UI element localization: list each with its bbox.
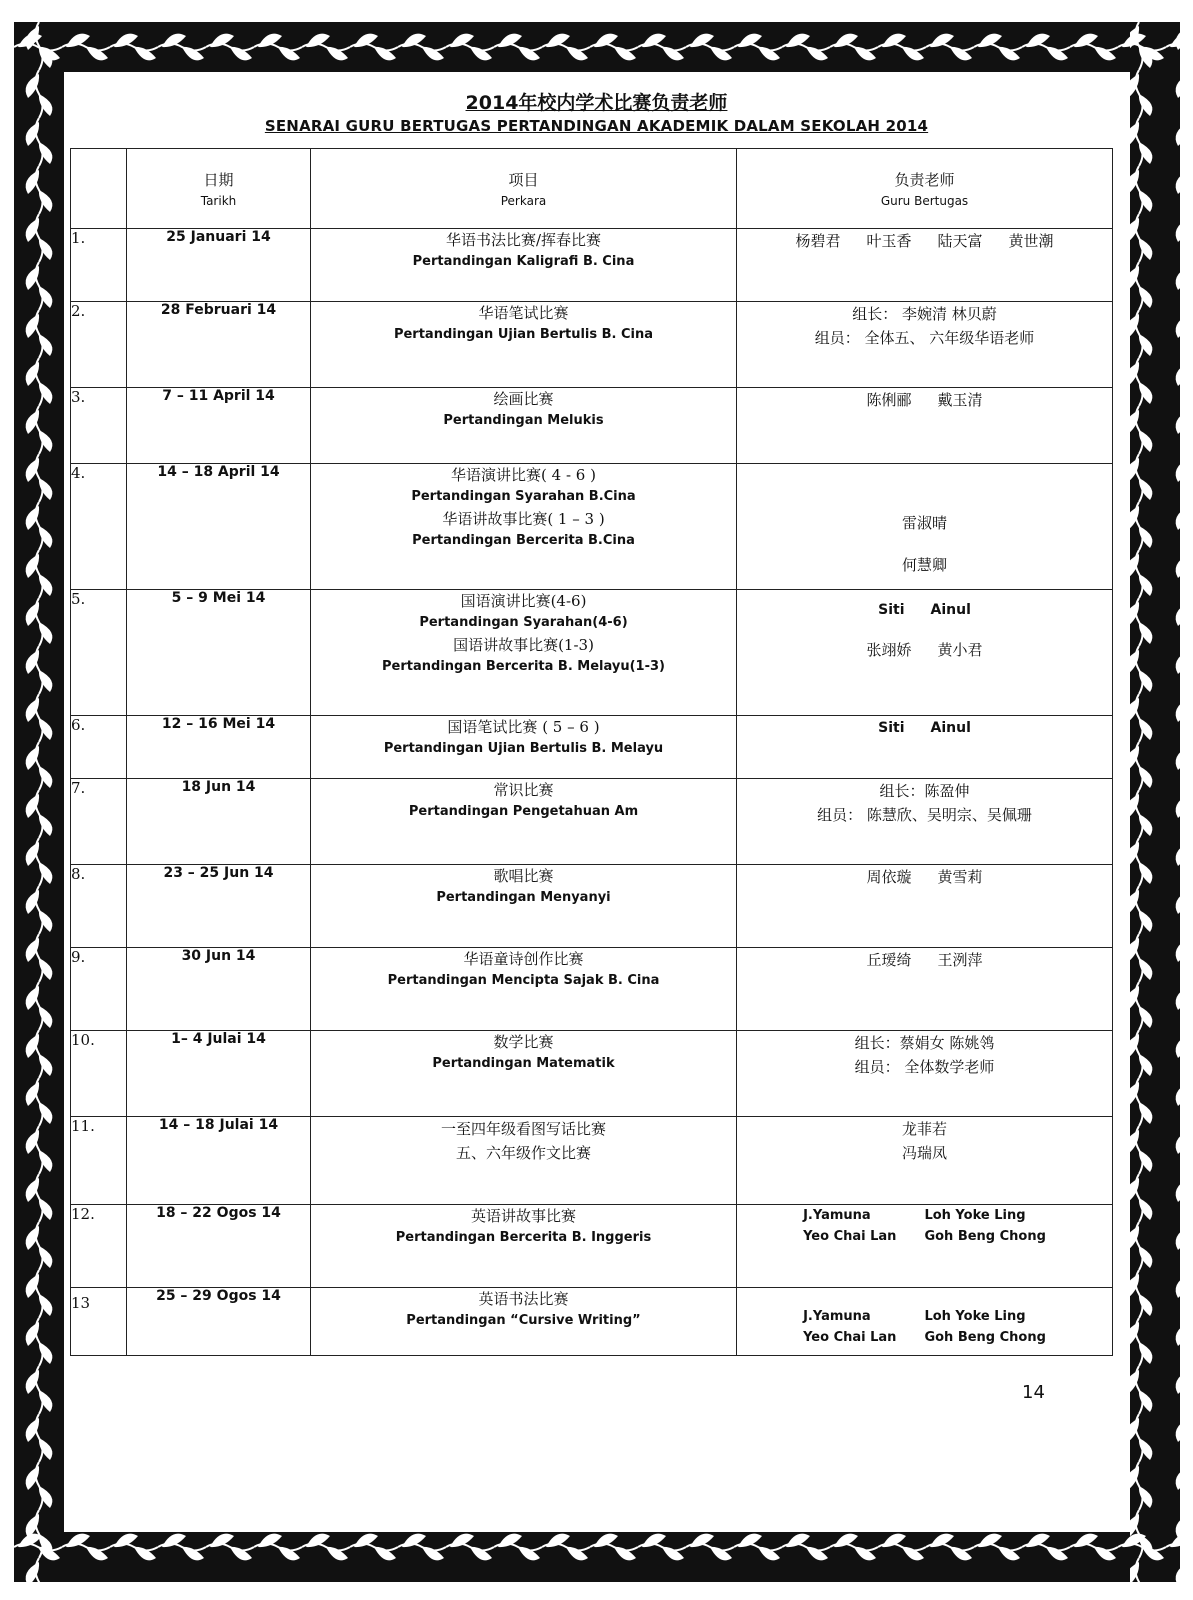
row-item: 常识比赛 Pertandingan Pengetahuan Am: [311, 779, 737, 865]
table-row: [71, 388, 1113, 464]
table-row: [71, 590, 1113, 716]
table-row: [71, 464, 1113, 590]
row-date: 30 Jun 14: [127, 948, 311, 1031]
row-teacher: 龙菲若 冯瑞凤: [737, 1117, 1113, 1205]
table-row: [71, 302, 1113, 388]
header-item: 项目 Perkara: [311, 149, 737, 229]
row-teacher: J.Yamuna Yeo Chai Lan Loh Yoke Ling Goh Beng Chong: [737, 1288, 1113, 1356]
row-teacher: 组长：蔡娟女 陈姚鸰 组员： 全体数学老师: [737, 1031, 1113, 1117]
row-date: 1– 4 Julai 14: [127, 1031, 311, 1117]
row-item: 华语笔试比赛 Pertandingan Ujian Bertulis B. Cina: [311, 302, 737, 388]
row-teacher: 丘瑷绮 王洌萍: [737, 948, 1113, 1031]
row-number: 6.: [71, 716, 127, 779]
page-number: 14: [1022, 1382, 1045, 1403]
row-date: 7 – 11 April 14: [127, 388, 311, 464]
row-number: 11.: [71, 1117, 127, 1205]
header-num: [71, 149, 127, 229]
row-number: 3.: [71, 388, 127, 464]
header-teacher: 负责老师 Guru Bertugas: [737, 149, 1113, 229]
row-item: 英语书法比赛 Pertandingan “Cursive Writing”: [311, 1288, 737, 1356]
row-date: 28 Februari 14: [127, 302, 311, 388]
row-item: 华语书法比赛/挥春比赛 Pertandingan Kaligrafi B. Cina: [311, 229, 737, 302]
row-date: 25 – 29 Ogos 14: [127, 1288, 311, 1356]
row-item: 国语笔试比赛 ( 5 – 6 ) Pertandingan Ujian Bertulis B. Melayu: [311, 716, 737, 779]
row-item: 歌唱比赛 Pertandingan Menyanyi: [311, 865, 737, 948]
table-row: [71, 229, 1113, 302]
row-teacher: 杨碧君 叶玉香 陆天富 黄世潮: [737, 229, 1113, 302]
row-number: 2.: [71, 302, 127, 388]
row-number: 5.: [71, 590, 127, 716]
row-item: 一至四年级看图写话比赛 五、六年级作文比赛: [311, 1117, 737, 1205]
table-row: [71, 948, 1113, 1031]
row-number: 8.: [71, 865, 127, 948]
row-date: 14 – 18 April 14: [127, 464, 311, 590]
row-item: 数学比赛 Pertandingan Matematik: [311, 1031, 737, 1117]
row-teacher: 陈俐郦 戴玉清: [737, 388, 1113, 464]
row-date: 12 – 16 Mei 14: [127, 716, 311, 779]
table-row: [71, 1117, 1113, 1205]
schedule-table: [70, 148, 1113, 1356]
row-number: 1.: [71, 229, 127, 302]
row-number: 12.: [71, 1205, 127, 1288]
table-row: [71, 1205, 1113, 1288]
row-date: 18 Jun 14: [127, 779, 311, 865]
row-teacher: Siti Ainul: [737, 716, 1113, 779]
title-chinese: 2014年校内学术比赛负责老师: [465, 92, 728, 114]
row-number: 7.: [71, 779, 127, 865]
row-number: 4.: [71, 464, 127, 590]
row-date: 14 – 18 Julai 14: [127, 1117, 311, 1205]
row-date: 25 Januari 14: [127, 229, 311, 302]
row-teacher: 雷淑晴 何慧卿: [737, 464, 1113, 590]
row-item: 绘画比赛 Pertandingan Melukis: [311, 388, 737, 464]
row-item: 华语童诗创作比赛 Pertandingan Mencipta Sajak B. Cina: [311, 948, 737, 1031]
table-row: [71, 1031, 1113, 1117]
row-teacher: 组长：陈盈伸 组员： 陈慧欣、吴明宗、吴佩珊: [737, 779, 1113, 865]
table-row: [71, 716, 1113, 779]
row-date: 23 – 25 Jun 14: [127, 865, 311, 948]
row-item: 华语演讲比赛( 4 - 6 ) Pertandingan Syarahan B.Cina 华语讲故事比赛( 1 – 3 ) Pertandingan Bercerita B.Cina: [311, 464, 737, 590]
row-number: 10.: [71, 1031, 127, 1117]
row-date: 18 – 22 Ogos 14: [127, 1205, 311, 1288]
row-teacher: 组长： 李婉清 林贝蔚 组员： 全体五、 六年级华语老师: [737, 302, 1113, 388]
title-malay: SENARAI GURU BERTUGAS PERTANDINGAN AKADEMIK DALAM SEKOLAH 2014: [264, 117, 929, 135]
row-number: 9.: [71, 948, 127, 1031]
row-item: 英语讲故事比赛 Pertandingan Bercerita B. Inggeris: [311, 1205, 737, 1288]
table-row: [71, 779, 1113, 865]
row-date: 5 – 9 Mei 14: [127, 590, 311, 716]
row-teacher: Siti Ainul 张翊娇 黄小君: [737, 590, 1113, 716]
row-teacher: J.Yamuna Yeo Chai Lan Loh Yoke Ling Goh Beng Chong: [737, 1205, 1113, 1288]
row-item: 国语演讲比赛(4-6) Pertandingan Syarahan(4-6) 国语讲故事比赛(1-3) Pertandingan Bercerita B. Melayu(1-3): [311, 590, 737, 716]
row-number: 13: [71, 1288, 127, 1356]
header-row: [71, 149, 1113, 229]
table-row: [71, 865, 1113, 948]
row-teacher: 周依璇 黄雪莉: [737, 865, 1113, 948]
header-date: 日期 Tarikh: [127, 149, 311, 229]
table-row: [71, 1288, 1113, 1356]
